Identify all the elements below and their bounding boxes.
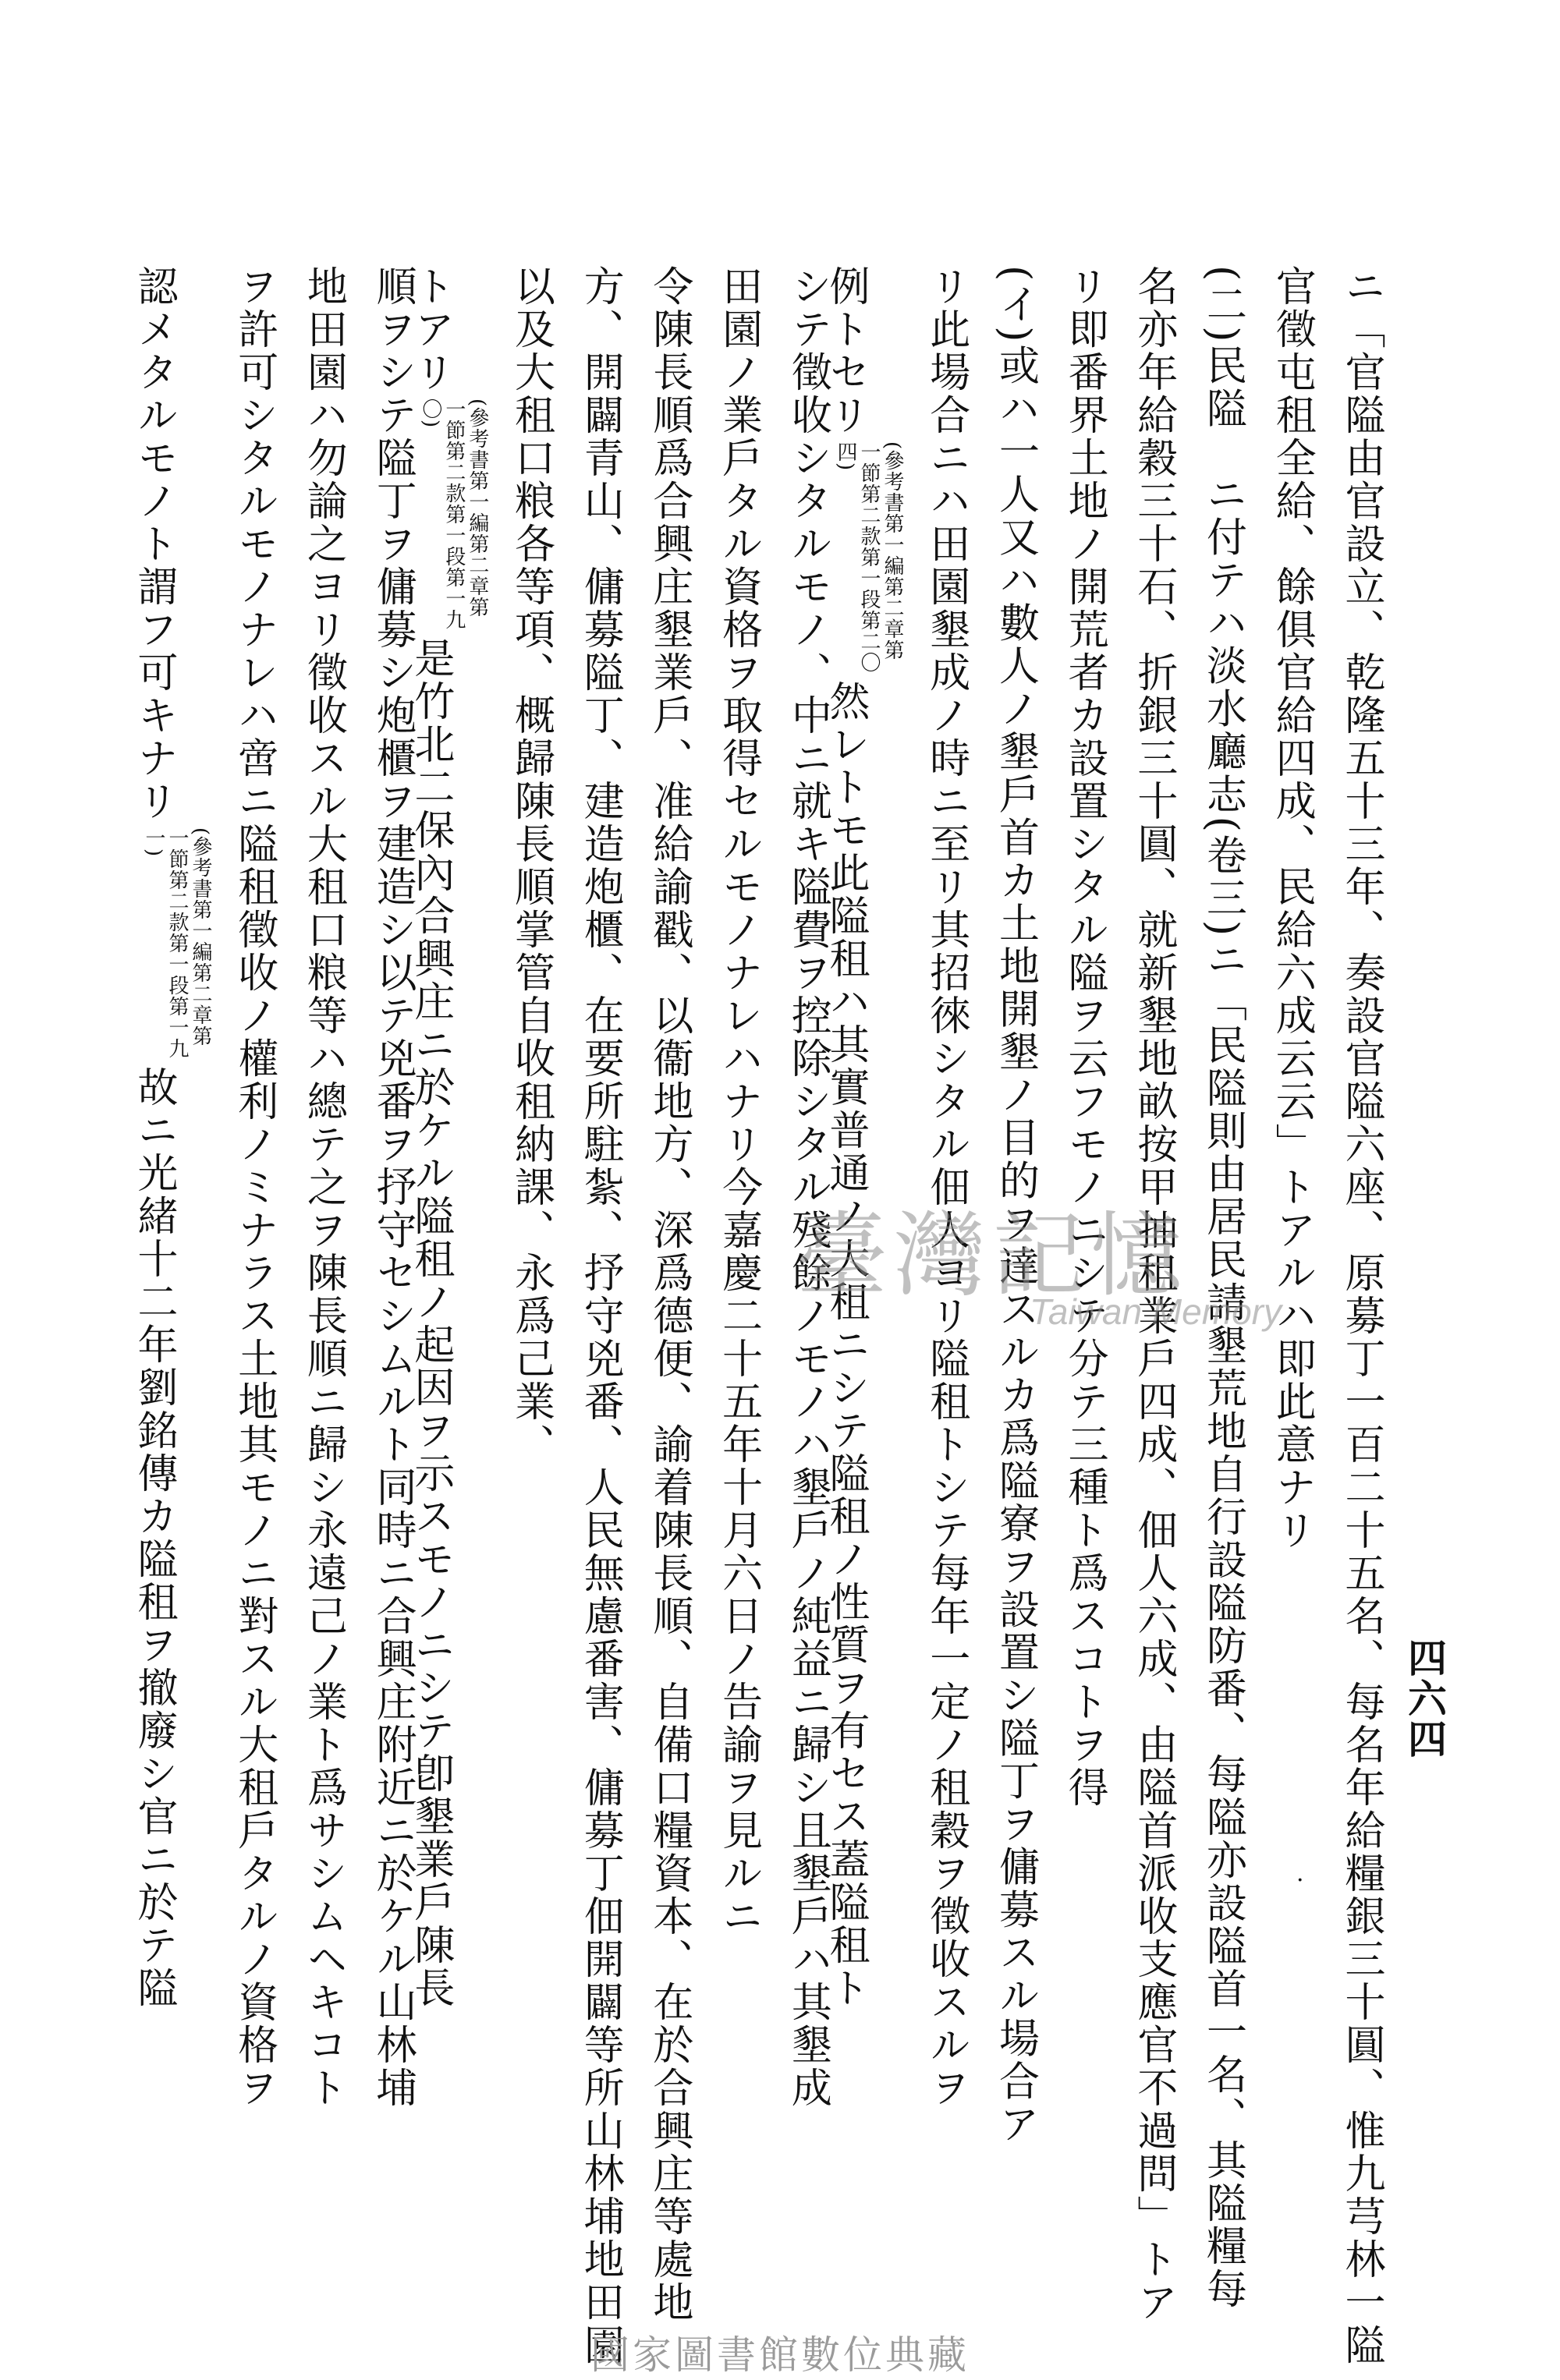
reference-note: (參考書第一編第二章第一節第二款第一段第一九〇)	[418, 398, 489, 630]
text-column	[1055, 265, 1112, 2121]
column-text: 地田園ハ勿論之ヨリ徵收スル大租口粮等ハ總テ之ヲ陳長順ニ歸シ永遠己ノ業ト爲サシムヘキコト	[300, 265, 347, 2109]
text-column	[710, 265, 766, 2121]
text-column	[1332, 265, 1388, 2367]
stray-mark: ·	[1296, 1867, 1304, 1894]
page-number: 四六四	[1402, 1638, 1448, 1759]
column-text: 官徵屯租全給、餘俱官給四成、民給六成云云」トアルハ即此意ナリ	[1268, 265, 1316, 1552]
text-column	[1263, 265, 1319, 2121]
column-text: 是竹北二保內合興庄ニ於ケル隘租ノ起因ヲ示スモノニシテ卽墾業戶陳長	[406, 637, 454, 2010]
reference-note: (參考書第一編第二章第一節第二款第一段第一九一)	[142, 827, 212, 1059]
reference-note: (參考書第一編第二章第一節第二款第一段第二〇四)	[834, 441, 905, 673]
text-column	[130, 265, 212, 2121]
text-column	[640, 265, 697, 2324]
text-column	[502, 265, 558, 2121]
text-column	[986, 265, 1042, 2146]
column-text: (イ)或ハ一人又ハ數人ノ墾戶首カ土地開墾ノ目的ヲ達スルカ爲隘寮ヲ設置シ隘丁ヲ傭募スル場合ア	[991, 265, 1039, 2146]
text-column	[294, 265, 350, 2121]
footer-caption: 國家圖書館數位典藏	[590, 2332, 970, 2378]
text-column	[225, 265, 282, 2121]
column-text: 順ヲシテ隘丁ヲ傭募シ炮櫃ヲ建造シ以テ兇番ヲ抒守セシムルト同時ニ合興庄附近ニ於ケル山林埔	[369, 265, 417, 2109]
column-text: 以及大租口粮各等項、概歸陳長順掌管自收租納課、永爲己業、	[507, 265, 555, 1466]
column-text: 田園ノ業戶タル資格ヲ取得セルモノナレハナリ今嘉慶二十五年十月六日ノ告諭ヲ見ルニ	[714, 265, 762, 1938]
text-column	[406, 265, 489, 2121]
text-column	[917, 265, 973, 2121]
column-text: 例トセリ	[822, 265, 870, 437]
column-text: 方、開闢青山、傭募隘丁、建造炮櫃、在要所駐紮、抒守兇番、人民無慮番害、傭募丁佃開闢等所山林埔地田園	[576, 265, 624, 2367]
column-text: 令陳長順爲合興庄墾業戶、准給諭戳、以衞地方、深爲德便、諭着陳長順、自備口糧資本、在於合興庄等處地	[645, 265, 693, 2324]
watermark-title: 臺灣記憶	[796, 1202, 1190, 1309]
text-column	[1194, 265, 1250, 2311]
column-text: ヲ許可シタルモノナレハ啻ニ隘租徵收ノ權利ノミナラス土地其モノニ對スル大租戶タルノ資格ヲ	[230, 265, 278, 2109]
column-text: リ即番界土地ノ開荒者カ設置シタル隘ヲ云フモノニシテ分テ三種ト爲スコトヲ得	[1061, 265, 1108, 1809]
watermark-subtitle: Taiwan Memory	[1030, 1291, 1282, 1332]
column-text: ニ「官隘由官設立、乾隆五十三年、奏設官隘六座、原募丁一百二十五名、每名年給糧銀三十圓、惟九芎林一隘	[1337, 265, 1384, 2367]
column-text: リ此場合ニハ田園墾成ノ時ニ至リ其招徠シタル佃人ヨリ隘租トシテ每年一定ノ租穀ヲ徵收スルヲ	[922, 265, 970, 2109]
column-text: 名亦年給穀三十石、折銀三十圓、就新墾地畝按甲抽租業戶四成、佃人六成、由隘首派收支應官不過問」トア	[1129, 265, 1177, 2324]
column-text: (二)民隘 ニ付テハ淡水廳志(卷三)ニ「民隘則由居民請墾荒地自行設隘防番、每隘亦設隘首一名、其隘糧每	[1199, 265, 1246, 2311]
column-text: 認メタルモノト謂フ可キナリ	[130, 265, 177, 823]
column-text: トアリ	[406, 265, 454, 394]
text-column	[571, 265, 627, 2367]
column-text: 然レトモ此隘租ハ其實普通ノ大租ニシテ隘租ノ性質ヲ有セス蓋隘租ト	[822, 680, 870, 2010]
column-text: 故ニ光緒十二年劉銘傳カ隘租ヲ撤廢シ官ニ於テ隘	[130, 1066, 177, 2010]
column-text: シテ徵收シタルモノ、中ニ就キ隘費ヲ控除シタル殘餘ノモノハ墾戶ノ純益ニ歸シ且墾戶ハ其墾成	[784, 265, 831, 2109]
text-column	[1125, 265, 1181, 2324]
text-column	[822, 265, 905, 2121]
